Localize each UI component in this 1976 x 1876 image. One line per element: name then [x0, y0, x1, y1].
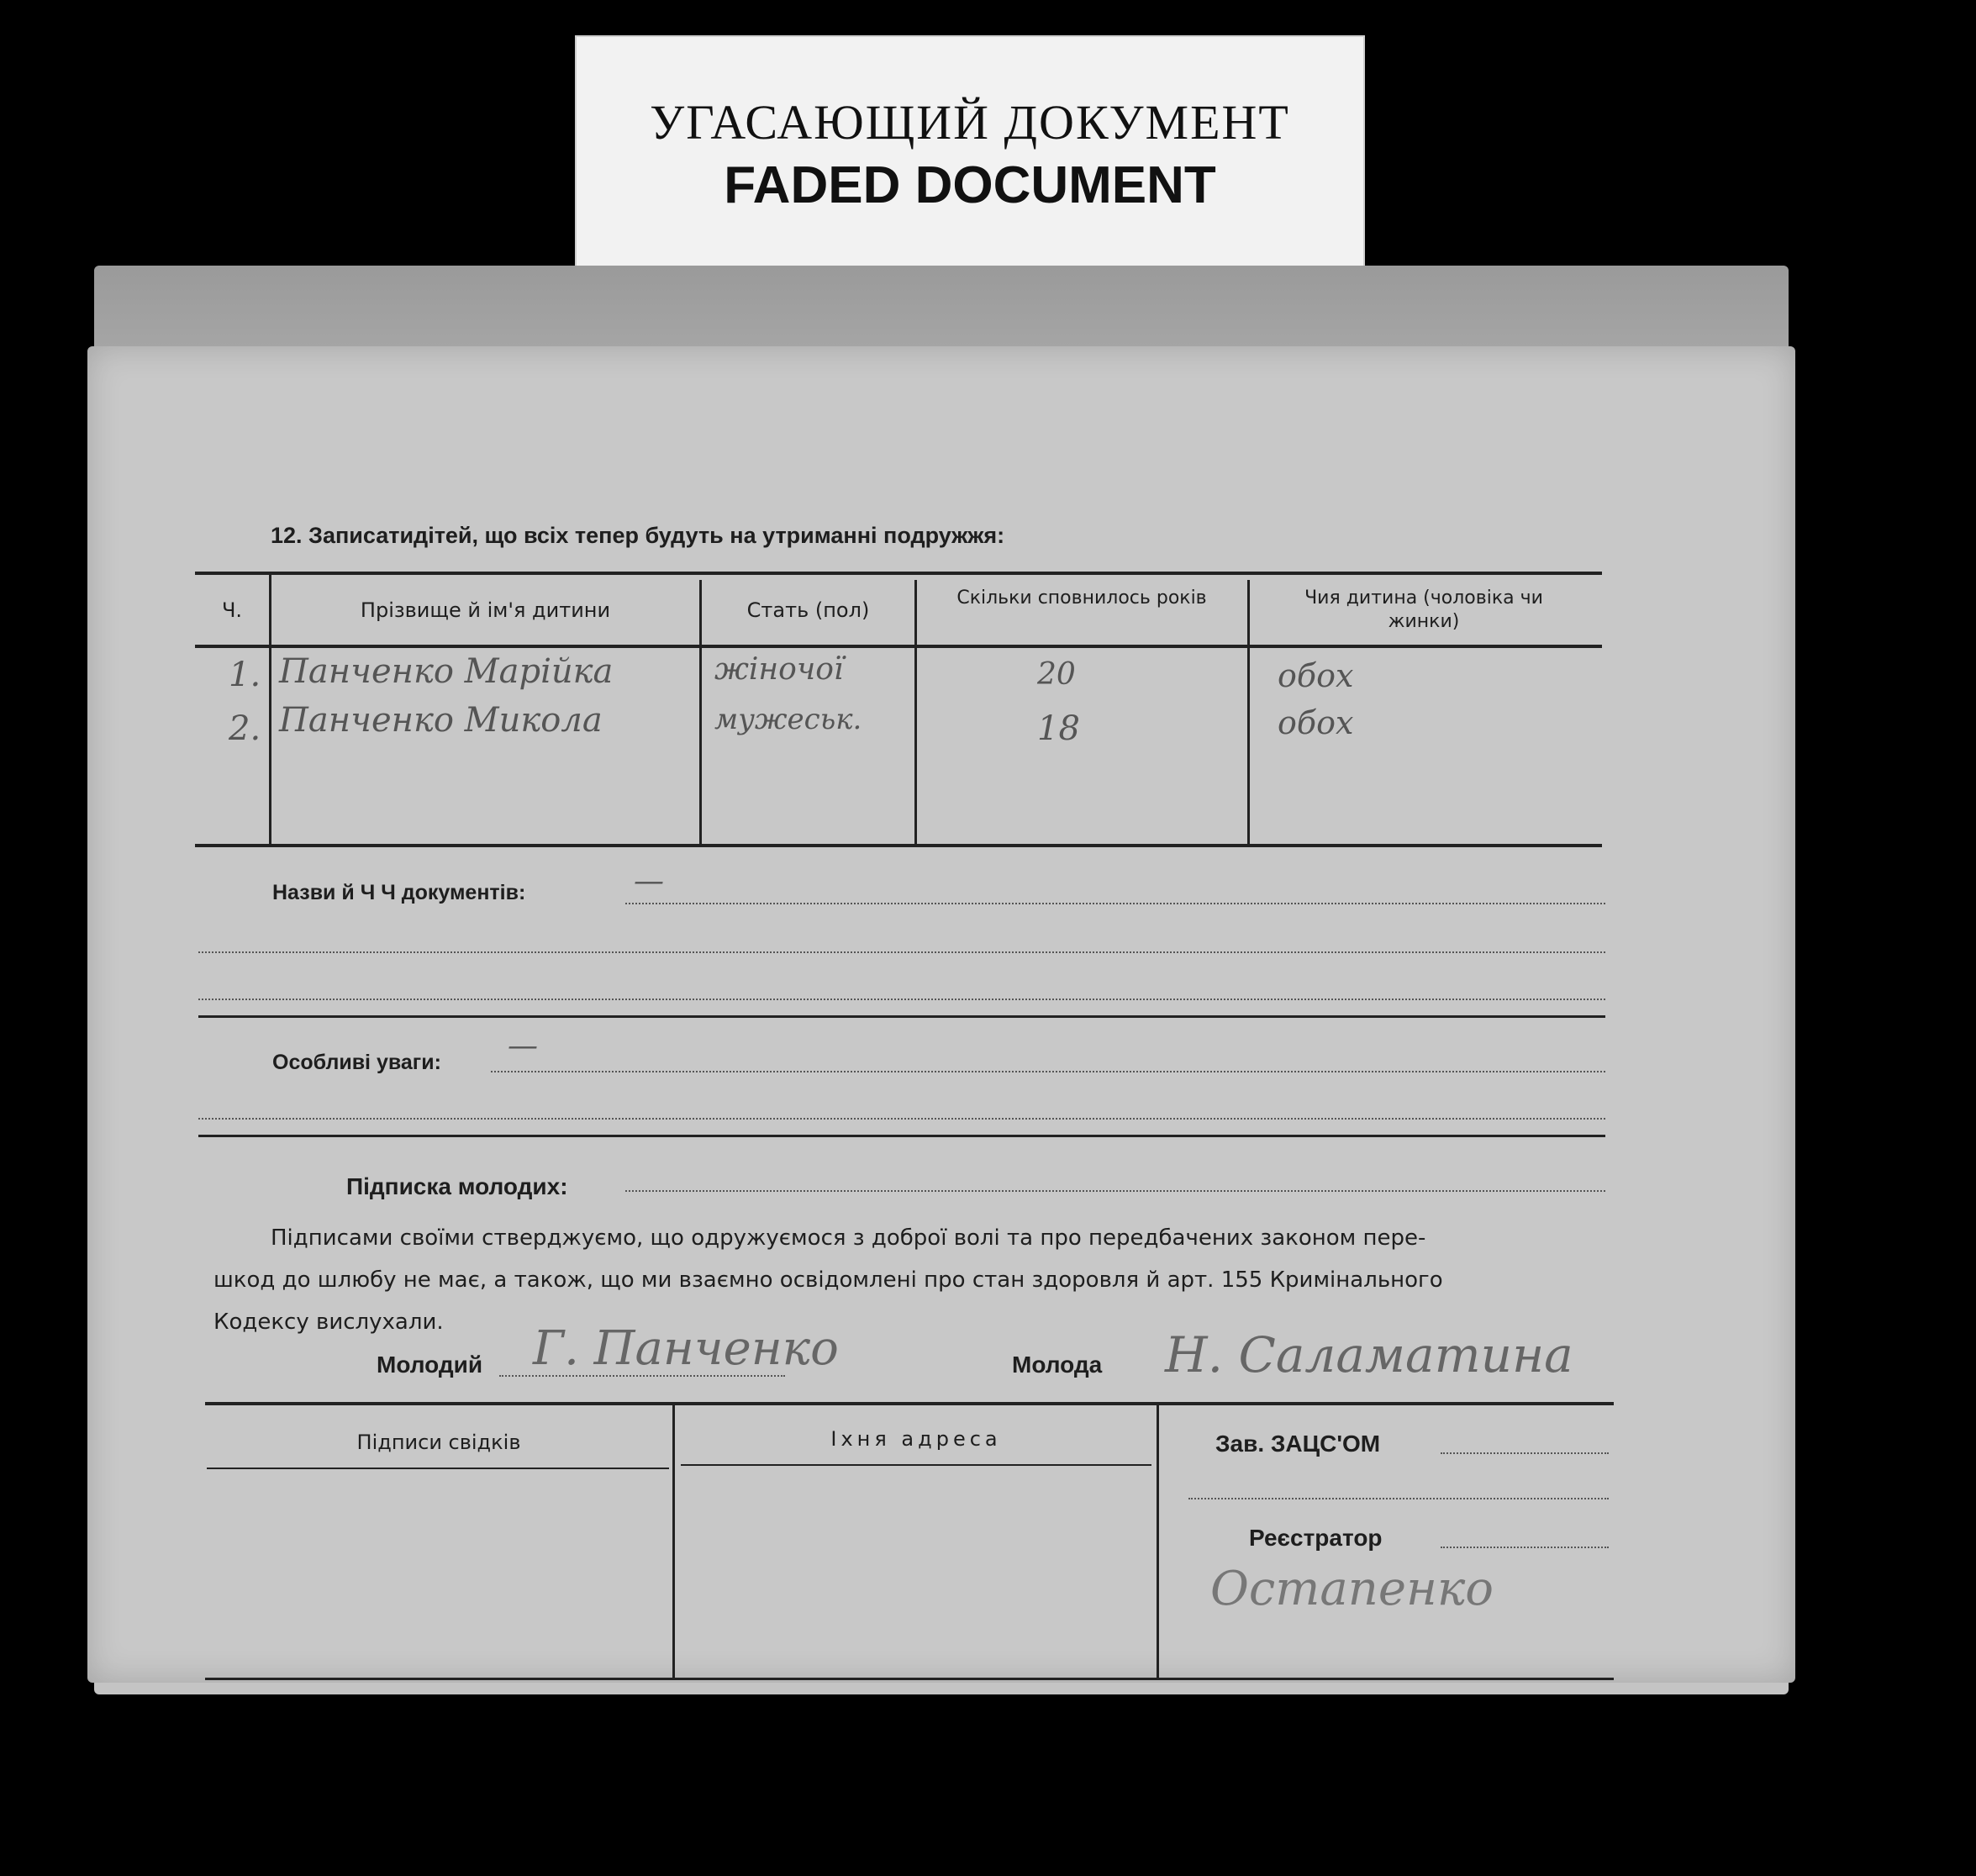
- registrar-line: [1441, 1547, 1609, 1548]
- bride-label: Молода: [1012, 1352, 1103, 1378]
- row-2-sex: мужеськ.: [714, 703, 862, 736]
- label-english: FADED DOCUMENT: [724, 156, 1216, 214]
- col-divider-3: [914, 580, 917, 846]
- documents-rule: [198, 1015, 1605, 1018]
- section-12-title: 12. Записатидітей, що всіх тепер будуть на утриманні подружжя:: [271, 523, 1005, 548]
- address-rule: [681, 1464, 1151, 1466]
- pledge-text-line-2: шкод до шлюбу не має, а також, що ми взаємно освідомлені про стан здоровля й арт. 155 Кримінального: [213, 1267, 1443, 1293]
- faded-document-label: [575, 35, 1365, 274]
- pledge-text-line-1: Підписами своїми стверджуємо, що одружуємося з доброї волі та про передбачених законом пере-: [271, 1225, 1426, 1251]
- groom-signature: Г. Панченко: [533, 1321, 839, 1376]
- witnesses-rule: [207, 1468, 669, 1469]
- col-header-age: Скільки сповнилось років: [956, 588, 1207, 609]
- bottom-divider-1: [672, 1402, 675, 1679]
- groom-label: Молодий: [377, 1352, 483, 1378]
- groom-line: [499, 1375, 785, 1377]
- row-2-whose: обох: [1278, 704, 1354, 741]
- bottom-block-top-rule: [205, 1402, 1614, 1405]
- col-header-sex: Стать (пол): [746, 598, 870, 622]
- head-label: Зав. ЗАЦС'ОМ: [1215, 1431, 1381, 1457]
- pledge-text-line-3: Кодексу вислухали.: [213, 1310, 444, 1335]
- documents-label: Назви й Ч Ч документів:: [272, 881, 526, 904]
- row-1-age: 20: [1037, 657, 1076, 692]
- pledge-line: [625, 1190, 1605, 1192]
- row-1-name: Панченко Марійка: [279, 652, 614, 691]
- head-line-2: [1188, 1498, 1609, 1499]
- notes-line-2: [198, 1118, 1605, 1120]
- table-bottom-rule: [195, 844, 1602, 847]
- row-1-whose: обох: [1278, 657, 1354, 694]
- registrar-signature: Остапенко: [1210, 1562, 1494, 1616]
- documents-value: —: [634, 864, 664, 898]
- row-2-name: Панченко Микола: [279, 701, 603, 740]
- bottom-divider-2: [1157, 1402, 1159, 1679]
- label-russian: УГАСАЮЩИЙ ДОКУМЕНТ: [650, 95, 1290, 150]
- bottom-block-bottom-rule: [205, 1678, 1614, 1680]
- pledge-heading: Підписка молодих:: [346, 1173, 568, 1199]
- table-top-rule: [195, 572, 1602, 575]
- documents-line-1: [625, 903, 1605, 904]
- col-divider-4: [1247, 580, 1250, 846]
- row-2-number: 2.: [229, 709, 261, 748]
- head-line-1: [1441, 1452, 1609, 1454]
- row-1-number: 1.: [229, 656, 261, 694]
- col-header-name: Прізвище й ім'я дитини: [360, 598, 611, 622]
- col-header-whose: Чия дитина (чоловіка чи жинки): [1304, 588, 1543, 632]
- notes-label: Особливі уваги:: [272, 1051, 441, 1074]
- documents-line-3: [198, 999, 1605, 1000]
- notes-value: —: [508, 1029, 538, 1063]
- bride-signature: Н. Саламатина: [1165, 1326, 1573, 1383]
- notes-rule: [198, 1135, 1605, 1137]
- registrar-label: Реєстратор: [1249, 1525, 1383, 1551]
- notes-line-1: [491, 1071, 1605, 1072]
- col-header-number: Ч.: [221, 598, 243, 622]
- witnesses-header: Підписи свідків: [356, 1431, 521, 1454]
- address-header: Іхня адреса: [830, 1427, 1002, 1451]
- documents-line-2: [198, 951, 1605, 953]
- row-1-sex: жіночої: [714, 652, 844, 687]
- row-2-age: 18: [1037, 709, 1080, 748]
- document-page: [87, 346, 1795, 1683]
- table-header-rule: [195, 645, 1602, 648]
